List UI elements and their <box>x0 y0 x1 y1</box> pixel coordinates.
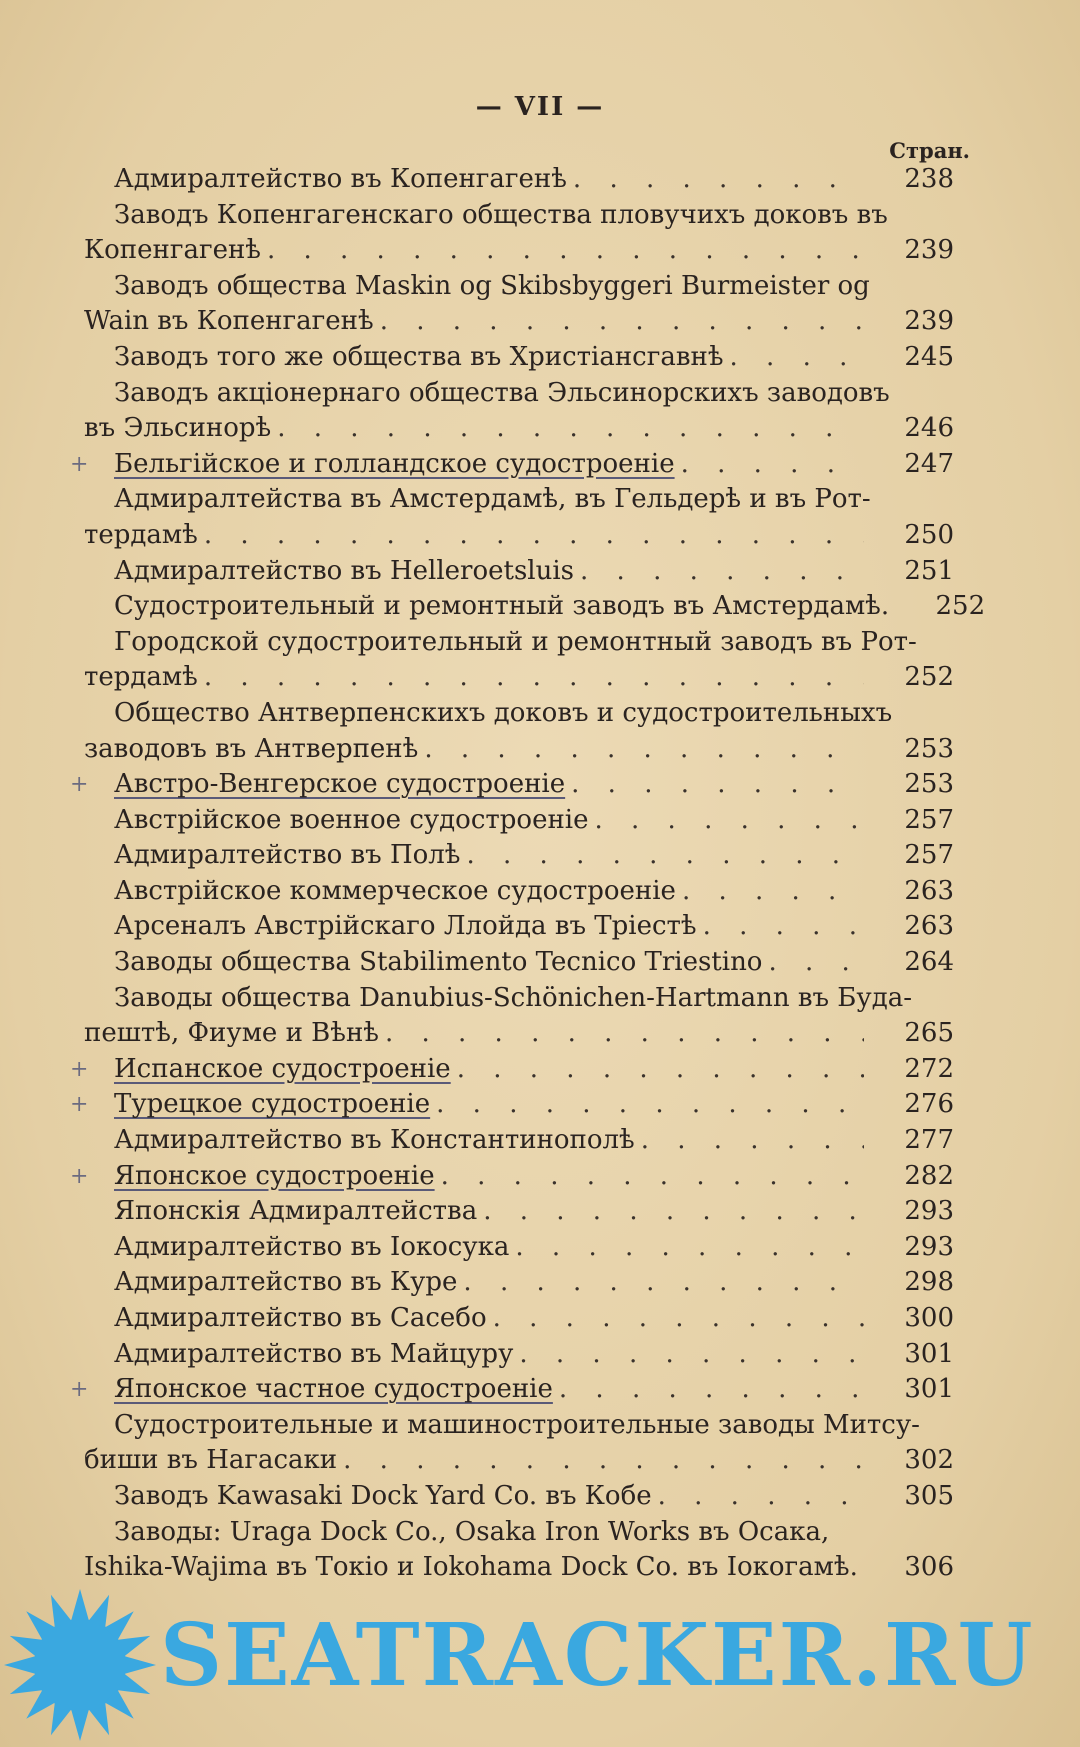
toc-page-number: 247 <box>904 448 954 479</box>
toc-entry-text: Судостроительные и машиностроительные заводы Митсу- <box>114 1409 920 1440</box>
toc-page-number: 293 <box>904 1231 954 1262</box>
toc-entry-text: Wain въ Копенгагенѣ <box>84 306 374 337</box>
toc-entry-text: Заводъ Kawasaki Dock Yard Co. въ Кобе <box>114 1480 652 1511</box>
dot-leader <box>509 1230 864 1266</box>
toc-entry-line <box>84 1301 954 1337</box>
column-header-pages: Стран. <box>889 138 970 163</box>
toc-page-number: 252 <box>935 591 986 622</box>
dot-leader <box>513 1337 864 1373</box>
toc-entry-line <box>84 803 954 839</box>
toc-section-line <box>84 767 954 803</box>
sun-ray <box>6 1674 42 1703</box>
dot-leader <box>418 732 864 768</box>
toc-entry-text: Японскія Адмиралтейства <box>114 1196 478 1227</box>
toc-entry-text: + Испанское судостроеніе <box>114 1053 451 1084</box>
dot-leader <box>435 1159 864 1195</box>
toc-entry-line <box>84 945 954 981</box>
toc-entry-text: Заводъ общества Maskin og Skibsbyggeri Burmeister og <box>114 270 870 301</box>
toc-entry-text: Заводы общества Stabilimento Tecnico Triestino <box>114 947 763 978</box>
dot-leader <box>337 1443 864 1479</box>
toc-entry-text: + Японское судостроеніе <box>114 1160 435 1191</box>
toc-entry-line <box>84 874 954 910</box>
toc-page-number: 239 <box>904 306 954 337</box>
toc-page-number: 250 <box>904 519 954 550</box>
dot-leader <box>198 660 864 696</box>
toc-page-number: 272 <box>904 1053 954 1084</box>
toc-page-number: 302 <box>904 1445 954 1476</box>
toc-entry-text: + Австро-Венгерское судостроеніе <box>114 769 566 800</box>
page-number: — VII — <box>475 92 605 122</box>
dot-leader <box>676 874 864 910</box>
dot-leader <box>198 518 864 554</box>
sun-ray <box>43 1702 72 1738</box>
sun-ray <box>124 1656 156 1674</box>
toc-entry-text: Адмиралтейство въ Helleroetsluis <box>114 555 575 586</box>
toc-entry-line <box>84 838 954 874</box>
toc-page-number: 301 <box>904 1338 954 1369</box>
sun-ray <box>4 1656 36 1674</box>
table-of-contents <box>84 162 986 1586</box>
dot-leader <box>675 447 864 483</box>
toc-entry-line <box>84 376 954 412</box>
toc-page-number: 300 <box>904 1303 954 1333</box>
toc-entry-text: Адмиралтейство въ Константинополѣ <box>114 1125 635 1156</box>
sun-ray <box>117 1628 153 1657</box>
toc-page-number: 293 <box>904 1196 954 1227</box>
toc-entry-line <box>84 625 954 661</box>
toc-entry-text: Адмиралтейство въ Іокосука <box>114 1231 510 1262</box>
toc-page-number: 277 <box>904 1125 954 1156</box>
toc-entry-text: Адмиралтейство въ Куре <box>114 1267 458 1298</box>
dot-leader <box>487 1301 864 1337</box>
toc-entry-text: Городской судостроительный и ремонтный заводъ въ Рот- <box>114 626 917 657</box>
toc-page-number: 251 <box>904 555 954 586</box>
dot-leader <box>574 554 864 590</box>
dot-leader <box>271 411 864 447</box>
toc-entry-text: + Бельгійское и голландское судостроеніе <box>114 448 675 479</box>
toc-entry-line <box>84 1337 954 1373</box>
toc-entry-line <box>84 1515 954 1551</box>
toc-page-number: 245 <box>904 341 954 372</box>
toc-entry-line <box>84 304 954 340</box>
toc-section-line <box>84 447 954 483</box>
toc-entry-text: тердамѣ <box>84 662 198 693</box>
toc-entry-text: Судостроительный и ремонтный заводъ въ Амстердамѣ. <box>114 591 890 622</box>
toc-entry-line <box>84 340 954 376</box>
toc-entry-line <box>84 162 954 198</box>
toc-page-number: 246 <box>904 413 954 444</box>
toc-entry-text: Австрійское военное судостроеніе <box>114 804 589 835</box>
toc-entry-text: Адмиралтейство въ Сасебо <box>114 1303 487 1333</box>
toc-entry-text: Адмиралтейство въ Копенгагенѣ <box>114 164 567 194</box>
toc-page-number: 264 <box>904 947 954 978</box>
toc-page-number: 276 <box>904 1089 954 1120</box>
toc-section-line <box>84 1052 954 1088</box>
toc-entry-line <box>84 269 954 305</box>
sun-ray <box>71 1709 89 1741</box>
toc-entry-text: Австрійское коммерческое судостроеніе <box>114 875 676 906</box>
sun-ray <box>43 1591 72 1627</box>
dot-leader <box>457 1265 864 1301</box>
toc-entry-line <box>84 1443 954 1479</box>
toc-entry-line <box>84 732 954 768</box>
dot-leader <box>724 340 864 376</box>
dot-leader <box>374 304 864 340</box>
toc-entry-line <box>84 554 954 590</box>
toc-entry-line <box>84 909 954 945</box>
toc-entry-line <box>84 518 954 554</box>
toc-page-number: 257 <box>904 804 954 835</box>
dot-leader <box>567 162 864 198</box>
toc-entry-line <box>84 411 954 447</box>
toc-entry-line <box>84 1230 954 1266</box>
toc-entry-text: Адмиралтейства въ Амстердамѣ, въ Гельдерѣ и въ Рот- <box>114 484 871 515</box>
toc-entry-text: Заводы общества Danubius-Schönichen-Hartmann въ Буда- <box>114 982 913 1013</box>
toc-entry-text: Копенгагенѣ <box>84 235 261 266</box>
toc-page-number: 306 <box>904 1552 954 1583</box>
dot-leader <box>379 1016 864 1052</box>
toc-entry-text: въ Эльсинорѣ <box>84 413 272 444</box>
toc-entry-line <box>84 696 954 732</box>
sun-ray <box>89 1591 118 1627</box>
toc-entry-text: Ishika-Wajima въ Токіо и Iokohama Dock Co. въ Іокогамѣ. <box>84 1552 858 1583</box>
toc-entry-line <box>84 981 954 1017</box>
toc-entry-line <box>84 660 954 696</box>
dot-leader <box>261 233 864 269</box>
dot-leader <box>635 1123 864 1159</box>
toc-page-number: 263 <box>904 911 954 942</box>
sun-ray <box>89 1702 118 1738</box>
toc-entry-text: Адмиралтейство въ Полѣ <box>114 840 461 871</box>
toc-entry-line <box>84 589 986 625</box>
toc-entry-text: Заводы: Uraga Dock Co., Osaka Iron Works въ Осака, <box>114 1516 830 1547</box>
toc-page-number: 252 <box>904 662 954 693</box>
dot-leader <box>553 1372 864 1408</box>
toc-entry-line <box>84 1016 954 1052</box>
toc-entry-text: заводовъ въ Антверпенѣ <box>84 733 419 764</box>
toc-entry-text: Заводъ акціонернаго общества Эльсинорскихъ заводовъ <box>114 377 890 408</box>
dot-leader <box>697 909 864 945</box>
toc-entry-line <box>84 233 954 269</box>
dot-leader <box>565 767 864 803</box>
toc-entry-text: Адмиралтейство въ Майцуру <box>114 1338 514 1369</box>
toc-entry-line <box>84 1194 954 1230</box>
toc-page-number: 253 <box>904 733 954 764</box>
sun-ray <box>6 1628 42 1657</box>
toc-entry-line <box>84 198 954 234</box>
toc-entry-text: Общество Антверпенскихъ доковъ и судостроительныхъ <box>114 697 893 728</box>
toc-entry-line <box>84 1123 954 1159</box>
sun-icon <box>4 1589 156 1741</box>
toc-entry-text: + Японское частное судостроеніе <box>114 1374 553 1405</box>
toc-entry-line <box>84 1265 954 1301</box>
toc-page-number: 263 <box>904 875 954 906</box>
dot-leader <box>451 1052 864 1088</box>
dot-leader <box>652 1479 864 1515</box>
toc-entry-text: тердамѣ <box>84 519 198 550</box>
sun-ray <box>71 1589 89 1621</box>
dot-leader <box>477 1194 864 1230</box>
toc-page-number: 301 <box>904 1374 954 1405</box>
sun-ray <box>117 1674 153 1703</box>
dot-leader <box>762 945 864 981</box>
toc-section-line <box>84 1372 954 1408</box>
toc-page-number: 238 <box>904 164 954 194</box>
toc-entry-line <box>84 1479 954 1515</box>
toc-entry-text: Заводъ того же общества въ Христіансгавнѣ <box>114 341 724 372</box>
toc-page-number: 257 <box>904 840 954 871</box>
toc-entry-line <box>84 1408 954 1444</box>
toc-page-number: 282 <box>904 1160 954 1191</box>
toc-entry-text: биши въ Нагасаки <box>84 1445 338 1476</box>
toc-entry-text: Заводъ Копенгагенскаго общества пловучихъ доковъ въ <box>114 199 888 230</box>
toc-section-line <box>84 1159 954 1195</box>
toc-page-number: 305 <box>904 1480 954 1511</box>
toc-page-number: 253 <box>904 769 954 800</box>
toc-entry-text: пештѣ, Фиуме и Вѣнѣ <box>84 1018 379 1049</box>
toc-section-line <box>84 1087 954 1123</box>
toc-page-number: 265 <box>904 1018 954 1049</box>
toc-page-number: 239 <box>904 235 954 266</box>
toc-page-number: 298 <box>904 1267 954 1298</box>
watermark-text: SEATRACKER.RU <box>160 1605 1035 1706</box>
dot-leader <box>430 1087 864 1123</box>
toc-entry-line <box>84 1550 954 1586</box>
toc-entry-text: + Турецкое судостроеніе <box>114 1089 431 1120</box>
dot-leader <box>589 803 865 839</box>
toc-entry-line <box>84 482 954 518</box>
dot-leader <box>460 838 864 874</box>
toc-entry-text: Арсеналъ Австрійскаго Ллойда въ Тріестѣ <box>114 911 697 942</box>
